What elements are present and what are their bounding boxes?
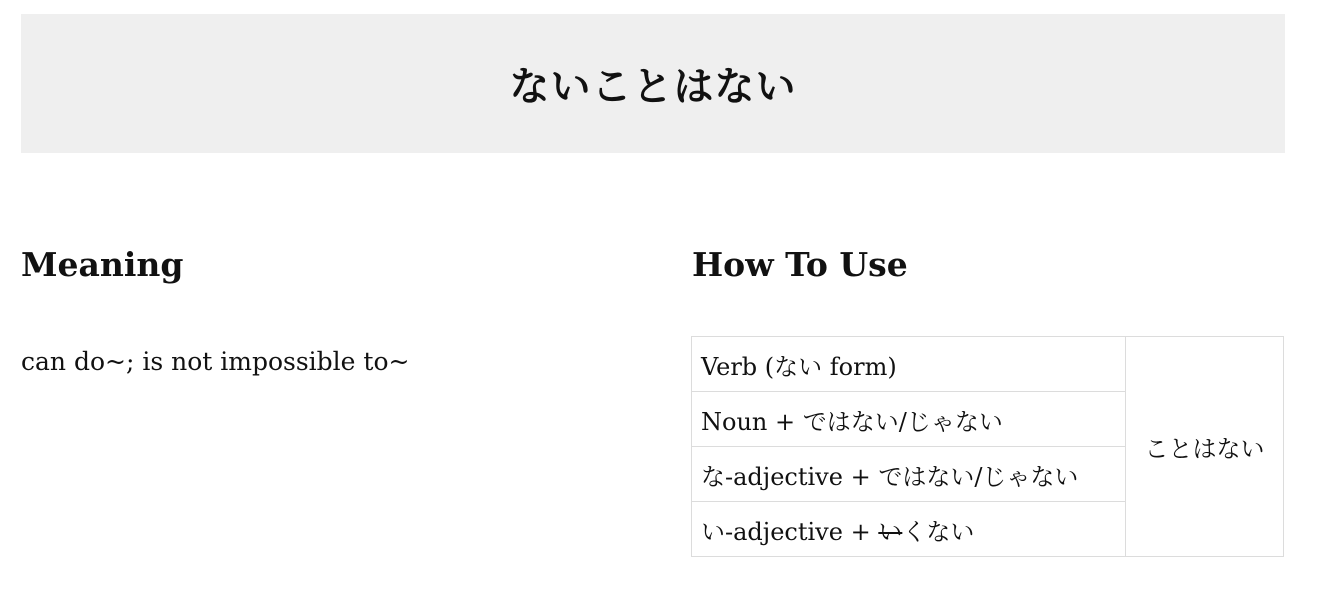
i-adjective-prefix: い-adjective + [701, 517, 879, 546]
usage-form-i-adjective [692, 502, 1126, 557]
usage-form-noun: Noun + ではない/じゃない [692, 392, 1126, 447]
meaning-text: can do~; is not impossible to~ [21, 347, 410, 376]
usage-form-na-adjective: な-adjective + ではない/じゃない [692, 447, 1126, 502]
i-adjective-suffix: くない [902, 517, 975, 546]
table-row [692, 337, 1284, 392]
title-banner [21, 14, 1285, 153]
usage-form-verb: Verb (ない form) [692, 337, 1126, 392]
usage-result: ことはない [1126, 337, 1284, 557]
struck-i-ending: い [878, 517, 903, 546]
meaning-heading: Meaning [21, 245, 184, 284]
page-title: ないことはない [509, 64, 797, 110]
how-to-use-heading: How To Use [692, 245, 908, 284]
usage-table [691, 336, 1284, 557]
